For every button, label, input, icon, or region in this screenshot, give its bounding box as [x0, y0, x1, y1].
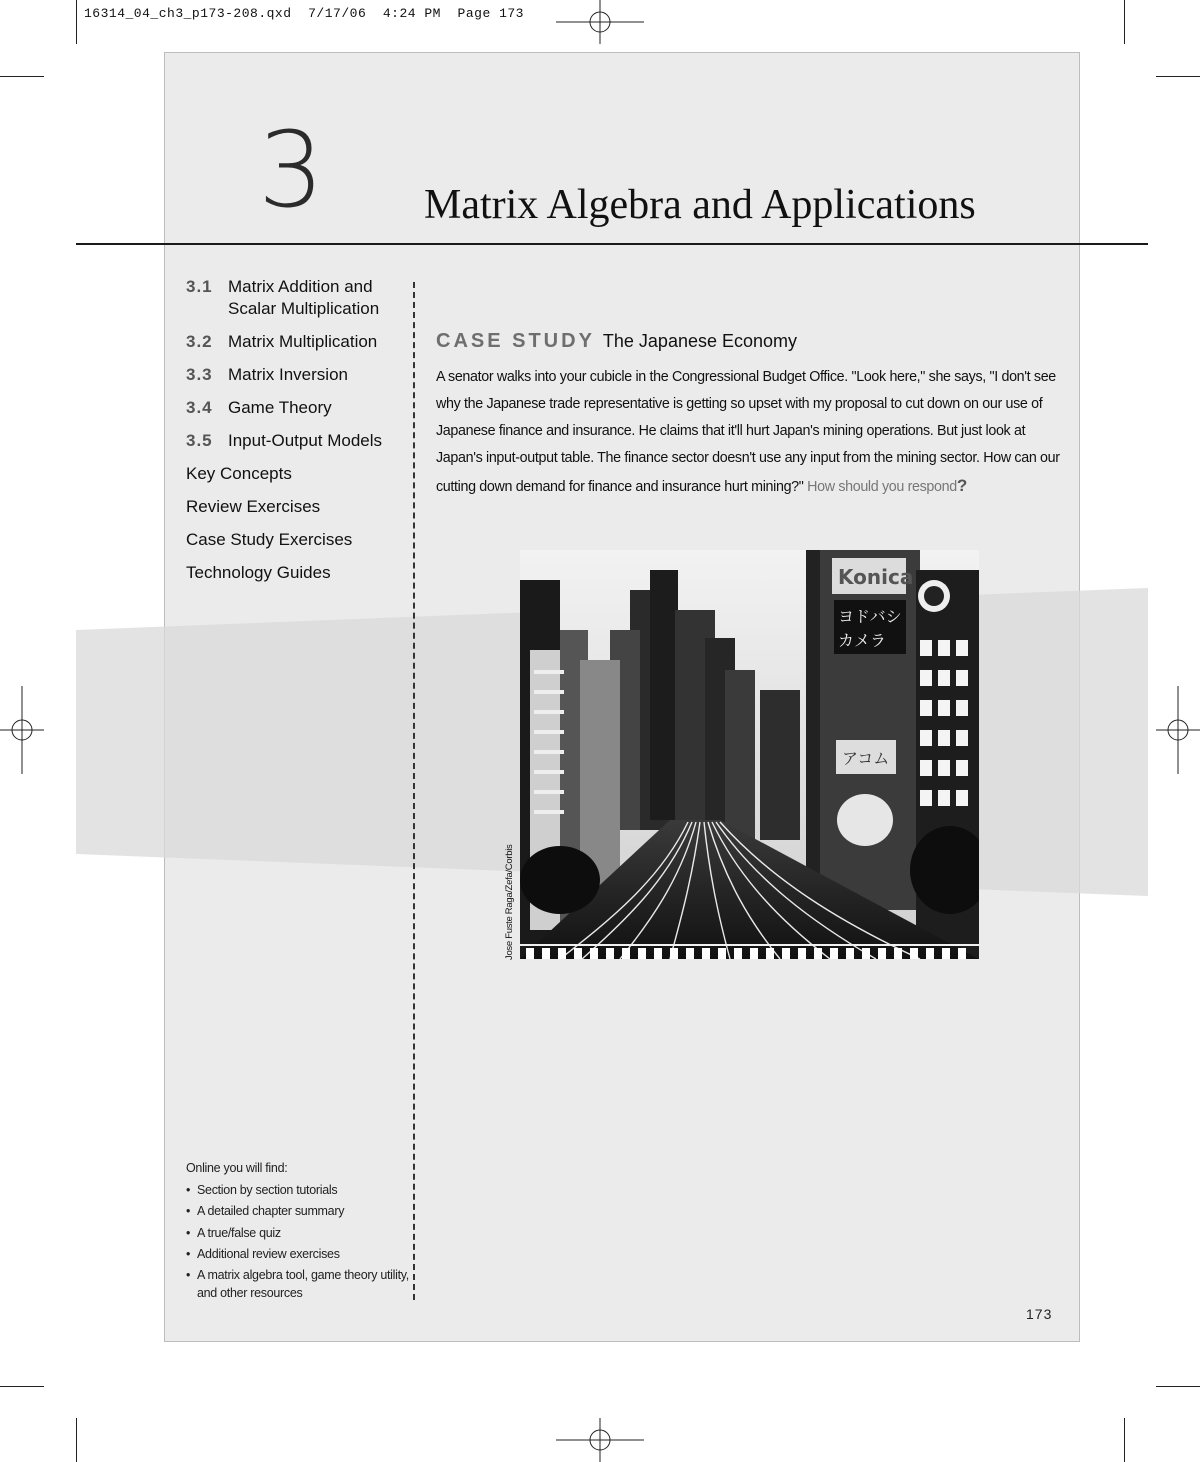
toc-technology-guides[interactable]: Technology Guides: [186, 563, 331, 582]
list-item: • A true/false quiz: [186, 1225, 281, 1240]
chapter-title: Matrix Algebra and Applications: [424, 182, 976, 228]
column-divider: [413, 282, 415, 1300]
toc-section[interactable]: [186, 364, 411, 386]
list-item: • A matrix algebra tool, game theory utility, and other resources: [186, 1267, 409, 1300]
toc-section[interactable]: [186, 430, 411, 452]
toc-section[interactable]: [186, 276, 411, 320]
page-number: 173: [1026, 1306, 1053, 1322]
online-resources: [186, 1158, 411, 1302]
header-rule: [76, 243, 1148, 245]
photo-credit: Jose Fuste Raga/Zefa/Corbis: [504, 844, 515, 960]
toc-section-title: Input-Output Models: [228, 431, 383, 450]
toc-section-number: 3.3: [186, 365, 213, 384]
konica-sign: Konica: [838, 565, 914, 589]
list-item: • Section by section tutorials: [186, 1182, 338, 1197]
toc-section-title: Game Theory: [228, 398, 332, 417]
toc-case-study-exercises[interactable]: Case Study Exercises: [186, 530, 353, 549]
case-study-prompt: How should you respond: [807, 479, 957, 495]
toc-section-title: Matrix Multiplication: [228, 332, 378, 351]
toc-section-title: Matrix Inversion: [228, 365, 348, 384]
question-mark: ?: [956, 476, 967, 495]
case-study-title: The Japanese Economy: [602, 331, 798, 351]
toc-section-number: 3.5: [186, 431, 213, 450]
acom-sign: アコム: [842, 749, 890, 768]
toc-section-number: 3.4: [186, 398, 213, 417]
chapter-number: 3: [258, 109, 325, 231]
toc-review-exercises[interactable]: Review Exercises: [186, 497, 321, 516]
chapter-contents: [186, 276, 411, 595]
toc-section-number: 3.1: [186, 277, 213, 296]
online-heading: Online you will find:: [186, 1161, 288, 1175]
yodobashi-sign-line2: カメラ: [838, 631, 887, 650]
list-item: • Additional review exercises: [186, 1247, 340, 1261]
toc-section[interactable]: [186, 397, 411, 419]
toc-key-concepts[interactable]: Key Concepts: [186, 464, 292, 483]
toc-section-number: 3.2: [186, 332, 213, 351]
case-study-label: CASE STUDY: [436, 330, 595, 352]
yodobashi-sign-line1: ヨドバシ: [838, 607, 902, 626]
list-item: • A detailed chapter summary: [186, 1204, 345, 1218]
toc-section-title: Matrix Addition and Scalar Multiplication: [228, 277, 380, 318]
case-study-body: [436, 364, 1060, 501]
print-slug: 16314_04_ch3_p173-208.qxd 7/17/06 4:24 PM Page 173: [84, 6, 524, 21]
case-study-text: A senator walks into your cubicle in the Congressional Budget Office. "Look here," she says, "I don't see why the Japanese trade representative is getting so upset with my proposal to cut down on our use of Japanese finance and insurance. He claims that it'll hurt Japan's mining operations. But just look at Japan's input-output table. The finance sector doesn't use any input from the mining sector. How can our cutting down demand for finance and insurance hurt mining?": [436, 369, 1060, 495]
toc-section[interactable]: [186, 331, 411, 353]
city-photo: [520, 550, 979, 959]
case-study-heading: [436, 330, 797, 353]
